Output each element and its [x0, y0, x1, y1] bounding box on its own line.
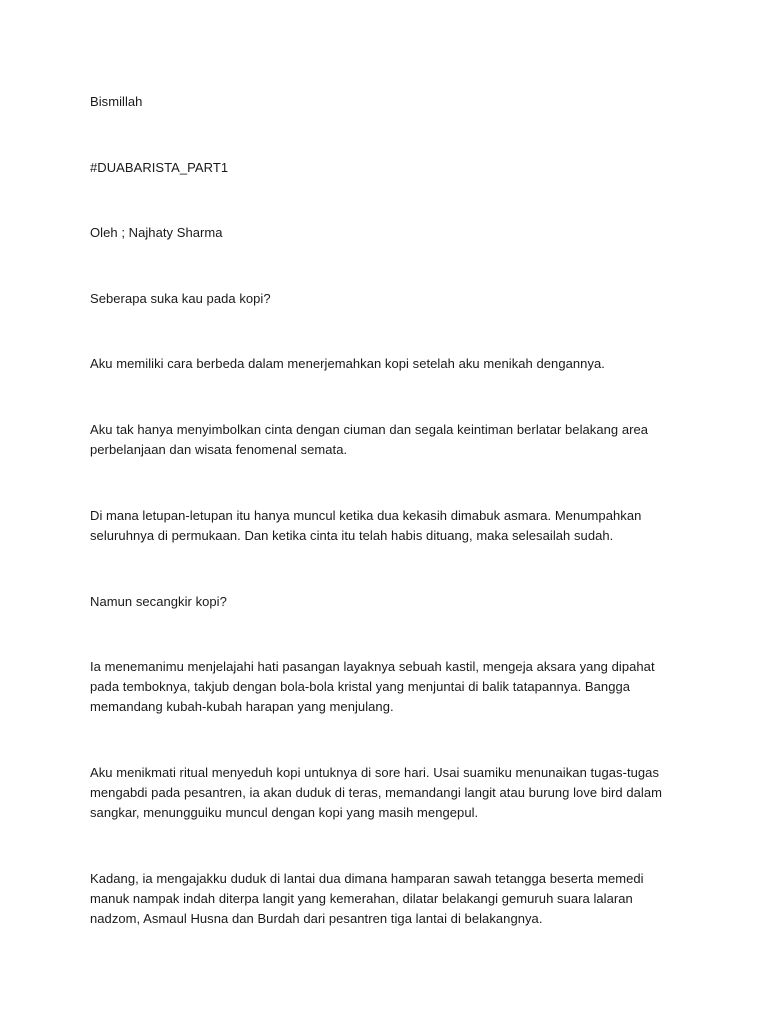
paragraph-body: Aku tak hanya menyimbolkan cinta dengan ciuman dan segala keintiman berlatar belakang area perbelanjaan dan wisata fenomenal semata. [90, 422, 649, 457]
paragraph-question: Namun secangkir kopi? [90, 594, 227, 609]
paragraph-body: Di mana letupan-letupan itu hanya muncul ketika dua kekasih dimabuk asmara. Menumpahkan seluruhnya di permukaan. Dan ketika cinta itu telah habis dituang, maka selesailah sudah. [90, 508, 642, 543]
paragraph-question: Seberapa suka kau pada kopi? [90, 291, 271, 306]
paragraph-body: Ia menemanimu menjelajahi hati pasangan layaknya sebuah kastil, mengeja aksara yang dipahat pada temboknya, takjub dengan bola-bola kristal yang menjuntai di balik tatapannya. Bangga memandang kubah-kubah harapan yang menjulang. [90, 659, 655, 714]
paragraph-body: Aku menikmati ritual menyeduh kopi untuknya di sore hari. Usai suamiku menunaikan tugas-tugas mengabdi pada pesantren, ia akan duduk di teras, memandangi langit atau burung love bird dalam sangkar, menungguiku muncul dengan kopi yang masih mengepul. [90, 765, 663, 820]
paragraph-body: Aku memiliki cara berbeda dalam menerjemahkan kopi setelah aku menikah dengannya. [90, 356, 605, 371]
paragraph-hashtag-title: #DUABARISTA_PART1 [90, 160, 229, 175]
paragraph-bismillah: Bismillah [90, 94, 143, 109]
paragraph-body: Kadang, ia mengajakku duduk di lantai dua dimana hamparan sawah tetangga beserta memedi manuk nampak indah diterpa langit yang kemerahan, dilatar belakangi gemuruh suara lalaran nadzom, Asmaul Husna dan Burdah dari pesantren tiga lantai di belakangnya. [90, 871, 644, 926]
paragraph-author: Oleh ; Najhaty Sharma [90, 225, 223, 240]
